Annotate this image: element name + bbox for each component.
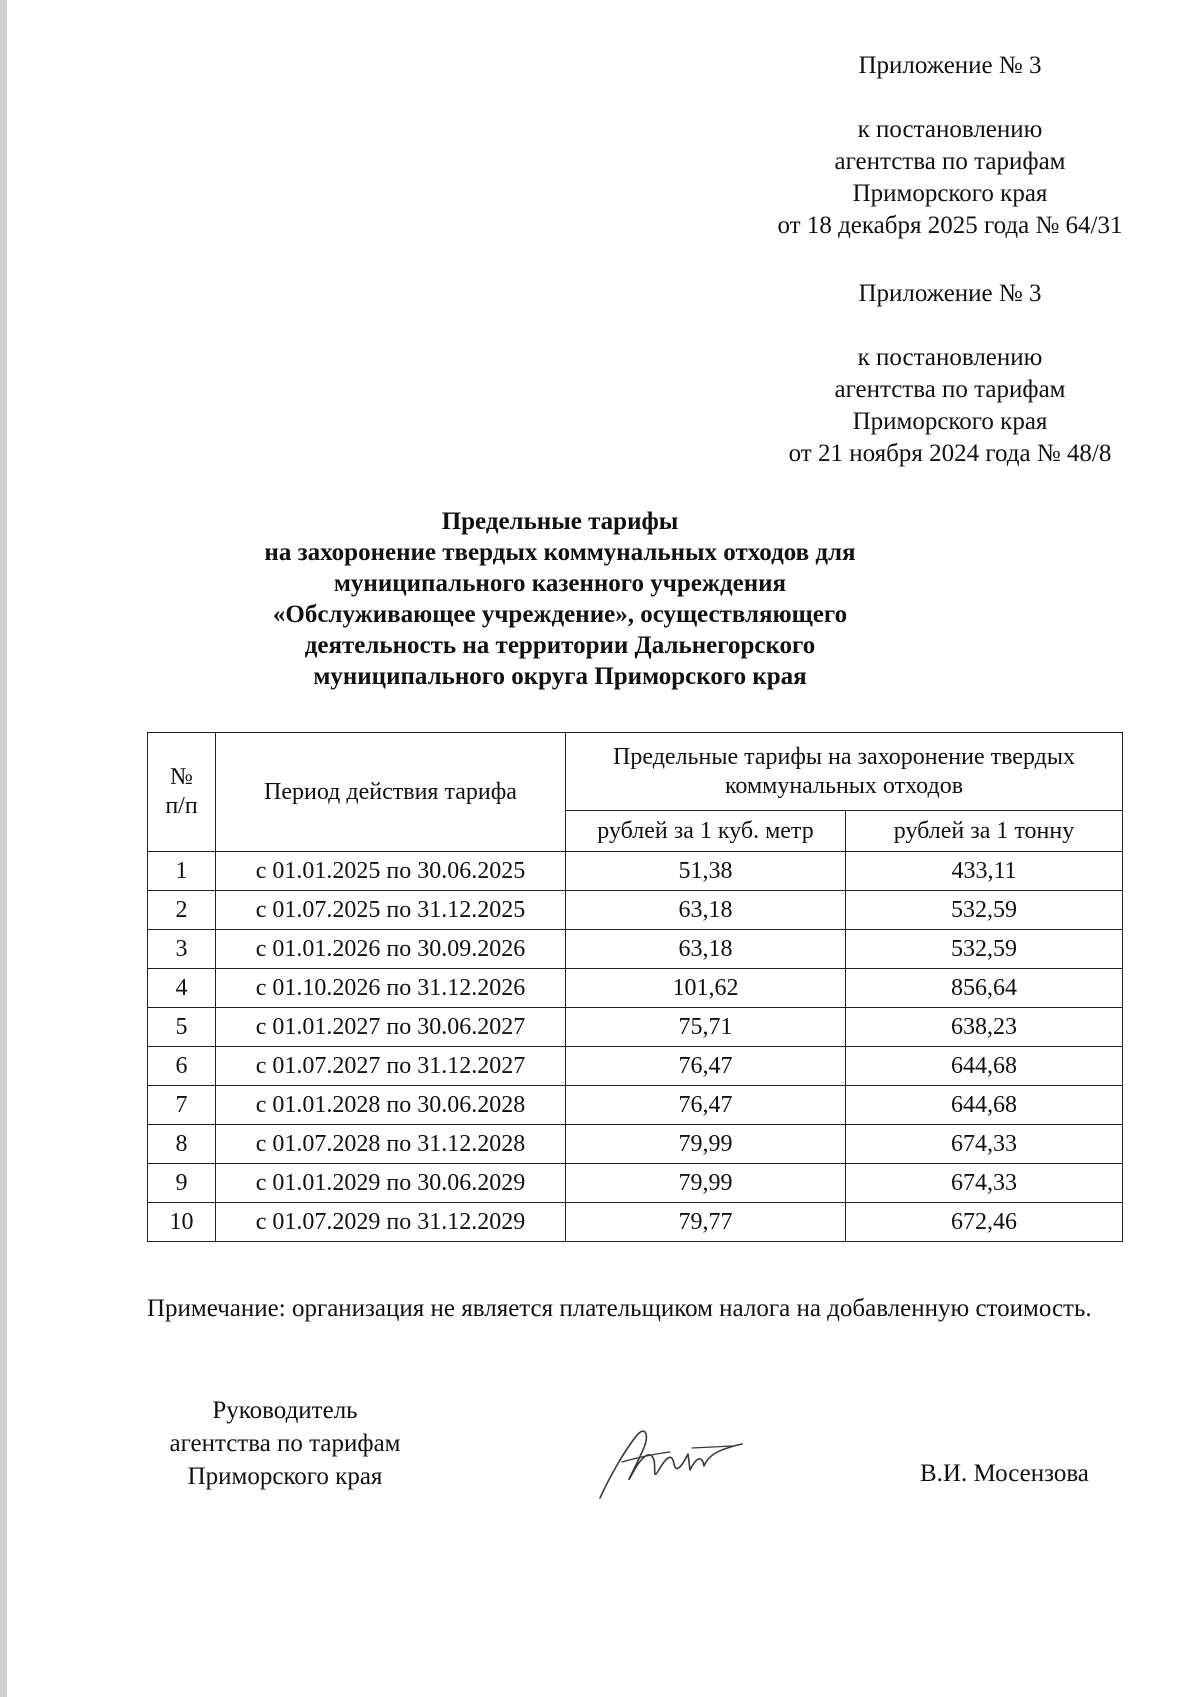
row-period: с 01.07.2028 по 31.12.2028	[216, 1125, 566, 1164]
table-row	[148, 1047, 1123, 1086]
appendix-line: к постановлению	[857, 344, 1043, 371]
appendix-line: от 18 декабря 2025 года № 64/31	[777, 212, 1123, 239]
row-period: с 01.01.2029 по 30.06.2029	[216, 1164, 566, 1203]
table-row	[148, 1203, 1123, 1242]
table-row	[148, 1008, 1123, 1047]
table-row	[148, 852, 1123, 891]
row-period: с 01.07.2025 по 31.12.2025	[216, 891, 566, 930]
appendix-line: от 21 ноября 2024 года № 48/8	[788, 440, 1112, 467]
row-number: 5	[148, 1008, 216, 1047]
row-price-ton: 644,68	[846, 1086, 1123, 1125]
row-period: с 01.07.2027 по 31.12.2027	[216, 1047, 566, 1086]
appendix-line: Приморского края	[852, 180, 1048, 207]
row-price-ton: 532,59	[846, 930, 1123, 969]
row-period: с 01.01.2026 по 30.09.2026	[216, 930, 566, 969]
row-number: 9	[148, 1164, 216, 1203]
note-text: Примечание: организация не является плательщиком налога на добавленную стоимость.	[147, 1295, 1092, 1322]
title-line: «Обслуживающее учреждение», осуществляющего	[272, 601, 848, 628]
row-period: с 01.01.2028 по 30.06.2028	[216, 1086, 566, 1125]
row-price-ton: 644,68	[846, 1047, 1123, 1086]
row-price-m3: 63,18	[566, 891, 846, 930]
row-price-ton: 672,46	[846, 1203, 1123, 1242]
title-line: муниципального округа Приморского края	[313, 663, 807, 690]
row-price-m3: 101,62	[566, 969, 846, 1008]
row-price-ton: 433,11	[846, 852, 1123, 891]
row-price-m3: 79,77	[566, 1203, 846, 1242]
title-line: муниципального казенного учреждения	[333, 570, 787, 597]
table-row	[148, 969, 1123, 1008]
table-row	[148, 891, 1123, 930]
row-number: 10	[148, 1203, 216, 1242]
table-row	[148, 1125, 1123, 1164]
signatory-line: Приморского края	[187, 1463, 383, 1490]
table-row	[148, 1086, 1123, 1125]
row-period: с 01.01.2025 по 30.06.2025	[216, 852, 566, 891]
document-title	[150, 506, 970, 692]
tariff-table	[147, 732, 1123, 1242]
row-price-m3: 63,18	[566, 930, 846, 969]
title-line: деятельность на территории Дальнегорского	[304, 632, 816, 659]
appendix-block-current	[740, 50, 1160, 242]
row-number: 6	[148, 1047, 216, 1086]
appendix-block-original	[740, 278, 1160, 470]
appendix-line: Приморского края	[852, 408, 1048, 435]
table-row	[148, 1164, 1123, 1203]
row-price-ton: 532,59	[846, 891, 1123, 930]
row-period: с 01.01.2027 по 30.06.2027	[216, 1008, 566, 1047]
page-edge-shadow	[0, 0, 7, 1697]
signatory-line: Руководитель	[212, 1397, 358, 1424]
appendix-title: Приложение № 3	[858, 52, 1042, 79]
appendix-line: к постановлению	[857, 116, 1043, 143]
row-price-ton: 856,64	[846, 969, 1123, 1008]
row-period: с 01.07.2029 по 31.12.2029	[216, 1203, 566, 1242]
row-number: 1	[148, 852, 216, 891]
title-line: на захоронение твердых коммунальных отходов для	[264, 539, 856, 566]
appendix-line: агентства по тарифам	[834, 376, 1066, 403]
row-number: 7	[148, 1086, 216, 1125]
row-price-ton: 674,33	[846, 1164, 1123, 1203]
row-number: 8	[148, 1125, 216, 1164]
handwritten-signature	[592, 1418, 747, 1508]
row-price-ton: 674,33	[846, 1125, 1123, 1164]
header-period: Период действия тарифа	[216, 733, 566, 852]
row-period: с 01.10.2026 по 31.12.2026	[216, 969, 566, 1008]
signatory-name: В.И. Мосензова	[920, 1460, 1089, 1487]
row-price-m3: 51,38	[566, 852, 846, 891]
row-number: 2	[148, 891, 216, 930]
appendix-title: Приложение № 3	[858, 280, 1042, 307]
signatory-line: агентства по тарифам	[169, 1430, 401, 1457]
signatory-position	[140, 1394, 430, 1493]
header-per-cubic-meter: рублей за 1 куб. метр	[566, 811, 846, 852]
header-per-ton: рублей за 1 тонну	[846, 811, 1123, 852]
row-price-m3: 79,99	[566, 1164, 846, 1203]
title-line: Предельные тарифы	[441, 508, 679, 535]
row-price-m3: 79,99	[566, 1125, 846, 1164]
appendix-line: агентства по тарифам	[834, 148, 1066, 175]
header-number: № п/п	[148, 733, 216, 852]
table-row	[148, 930, 1123, 969]
row-price-ton: 638,23	[846, 1008, 1123, 1047]
header-tariffs: Предельные тарифы на захоронение твердых коммунальных отходов	[566, 733, 1123, 811]
row-price-m3: 76,47	[566, 1047, 846, 1086]
row-price-m3: 75,71	[566, 1008, 846, 1047]
row-number: 4	[148, 969, 216, 1008]
row-number: 3	[148, 930, 216, 969]
row-price-m3: 76,47	[566, 1086, 846, 1125]
